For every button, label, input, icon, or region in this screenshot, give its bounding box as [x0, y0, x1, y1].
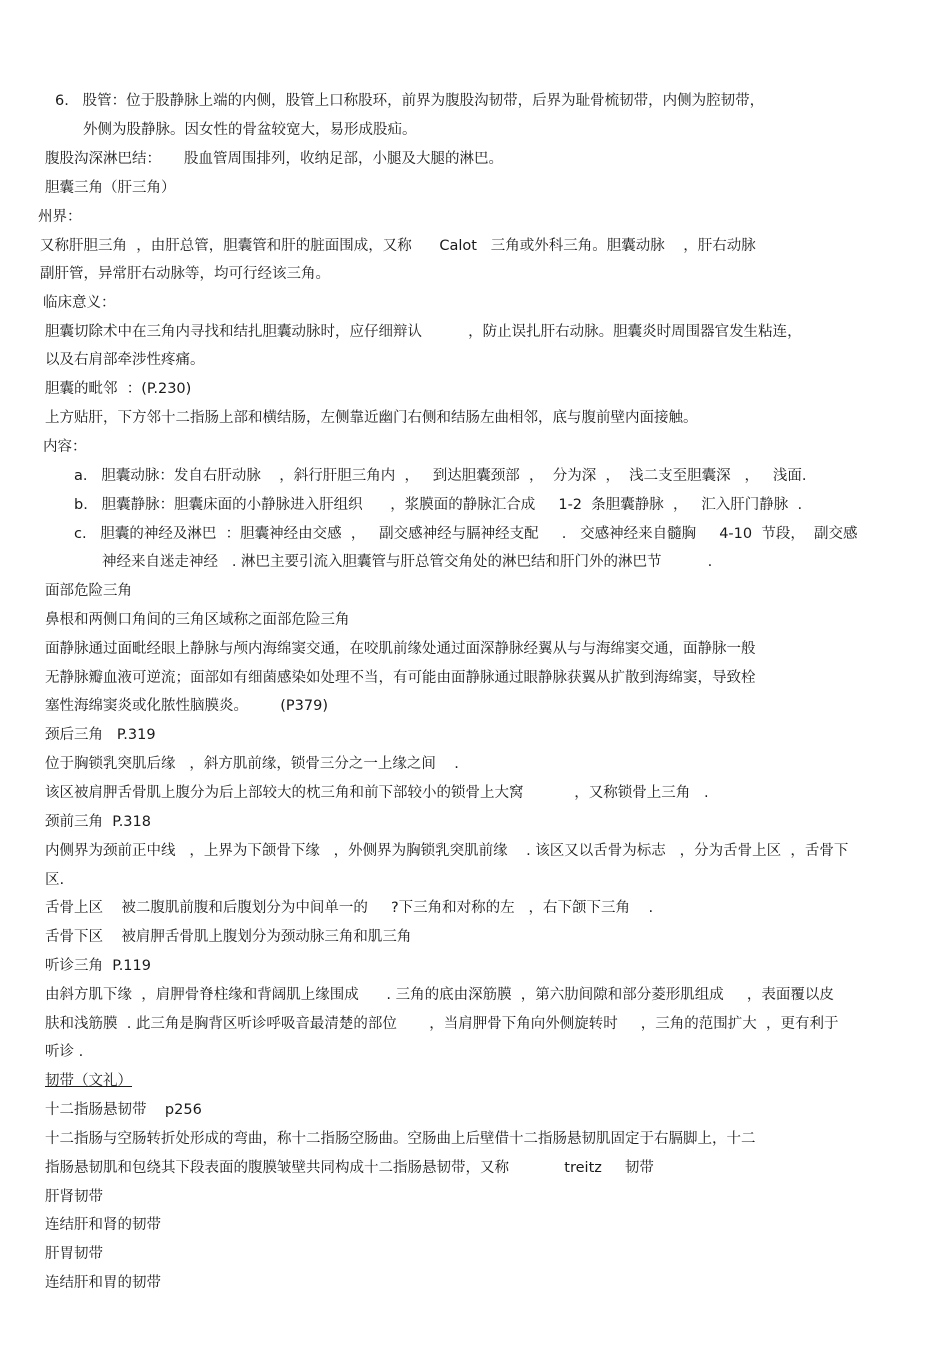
text-line: 舌骨下区 被肩胛舌骨肌上腹划分为颈动脉三角和肌三角 [45, 929, 412, 945]
section-heading: 听诊三角 P.119 [45, 958, 151, 974]
text-line: 舌骨上区 被二腹肌前腹和后腹划分为中间单一的 ?下三角和对称的左 ，右下颌下三角 . [45, 900, 654, 916]
list-item: a. 胆囊动脉：发自右肝动脉 ，斜行肝胆三角内 ， 到达胆囊颈部 ， 分为深 ， 浅二支至胆囊深 ， 浅面. [74, 468, 807, 484]
section-heading: 面部危险三角 [45, 583, 132, 599]
text-line: 无静脉瓣血液可逆流；面部如有细菌感染如处理不当，有可能由面静脉通过眼静脉获翼从扩散到海绵窦，导致栓 [45, 670, 756, 686]
text-line: 外侧为股静脉。因女性的骨盆较宽大，易形成股疝。 [83, 122, 417, 138]
text-line: 副肝管，异常肝右动脉等，均可行经该三角。 [40, 266, 330, 282]
text-line: 听诊 . [45, 1044, 84, 1060]
text-line: 上方贴肝，下方邻十二指肠上部和横结肠，左侧靠近幽门右侧和结肠左曲相邻，底与腹前壁内面接触。 [45, 410, 698, 426]
text-line: 腹股沟深淋巴结： 股血管周围排列，收纳足部，小腿及大腿的淋巴。 [45, 151, 504, 167]
section-heading: 肝胃韧带 [45, 1246, 103, 1262]
text-line: 以及右肩部牵涉性疼痛。 [45, 352, 205, 368]
text-line: 位于胸锁乳突肌后缘 ，斜方肌前缘，锁骨三分之一上缘之间 . [45, 756, 459, 772]
text-line: 连结肝和肾的韧带 [45, 1217, 161, 1233]
underlined-heading: 韧带（文礼） [45, 1073, 132, 1089]
list-item-continuation: 神经来自迷走神经 . 淋巴主要引流入胆囊管与肝总管交角处的淋巴结和肝门外的淋巴节 . [102, 554, 713, 570]
section-heading: 颈前三角 P.318 [45, 814, 151, 830]
text-line: 内容： [43, 439, 87, 455]
text-line: 胆囊切除术中在三角内寻找和结扎胆囊动脉时，应仔细辩认 ，防止误扎肝右动脉。胆囊炎时周围器官发生粘连， [45, 324, 802, 340]
text-line: 鼻根和两侧口角间的三角区域称之面部危险三角 [45, 612, 350, 628]
list-item: b. 胆囊静脉：胆囊床面的小静脉进入肝组织 ，浆膜面的静脉汇合成 1-2 条胆囊静脉 ， 汇入肝门静脉 . [74, 497, 803, 513]
section-heading: 胆囊三角（肝三角） [45, 180, 176, 196]
text-line: 州界： [38, 209, 82, 225]
text-line: 内侧界为颈前正中线 ，上界为下颌骨下缘 ，外侧界为胸锁乳突肌前缘 . 该区又以舌骨为标志 ，分为舌骨上区 ，舌骨下 [45, 843, 849, 859]
text-line: 6. 股管：位于股静脉上端的内侧，股管上口称股环，前界为腹股沟韧带，后界为耻骨梳韧带，内侧为腔韧带， [55, 93, 765, 109]
text-line: 由斜方肌下缘 ，肩胛骨脊柱缘和背阔肌上缘围成 . 三角的底由深筋膜 ，第六肋间隙和部分菱形肌组成 ，表面覆以皮 [45, 987, 834, 1003]
text-line: 临床意义： [43, 295, 116, 311]
text-line: 胆囊的毗邻 ：(P.230) [45, 381, 192, 397]
text-line: 又称肝胆三角 ，由肝总管，胆囊管和肝的脏面围成，又称 Calot 三角或外科三角。胆囊动脉 ，肝右动脉 [40, 238, 756, 254]
text-line: 该区被肩胛舌骨肌上腹分为后上部较大的枕三角和前下部较小的锁骨上大窝 ，又称锁骨上三角 . [45, 785, 709, 801]
text-line: 塞性海绵窦炎或化脓性脑膜炎。 (P379) [45, 698, 328, 714]
text-line: 区. [45, 872, 65, 888]
section-heading: 十二指肠悬韧带 p256 [45, 1102, 202, 1118]
section-heading: 颈后三角 P.319 [45, 727, 156, 743]
text-line: 面静脉通过面毗经眼上静脉与颅内海绵窦交通，在咬肌前缘处通过面深静脉经翼从与与海绵窦交通，面静脉一般 [45, 641, 756, 657]
text-line: 十二指肠与空肠转折处形成的弯曲，称十二指肠空肠曲。空肠曲上后壁借十二指肠悬韧肌固定于右膈脚上，十二 [45, 1131, 756, 1147]
text-line: 肤和浅筋膜 . 此三角是胸背区听诊呼吸音最清楚的部位 ，当肩胛骨下角向外侧旋转时 ，三角的范围扩大 ，更有利于 [45, 1016, 839, 1032]
section-heading: 肝肾韧带 [45, 1189, 103, 1205]
list-item: c. 胆囊的神经及淋巴 ：胆囊神经由交感 ， 副交感神经与膈神经支配 . 交感神经来自髓胸 4-10 节段， 副交感 [74, 526, 858, 542]
text-line: 连结肝和胃的韧带 [45, 1275, 161, 1291]
text-line: 指肠悬韧肌和包绕其下段表面的腹膜皱壁共同构成十二指肠悬韧带，又称 treitz 韧带 [45, 1160, 654, 1176]
